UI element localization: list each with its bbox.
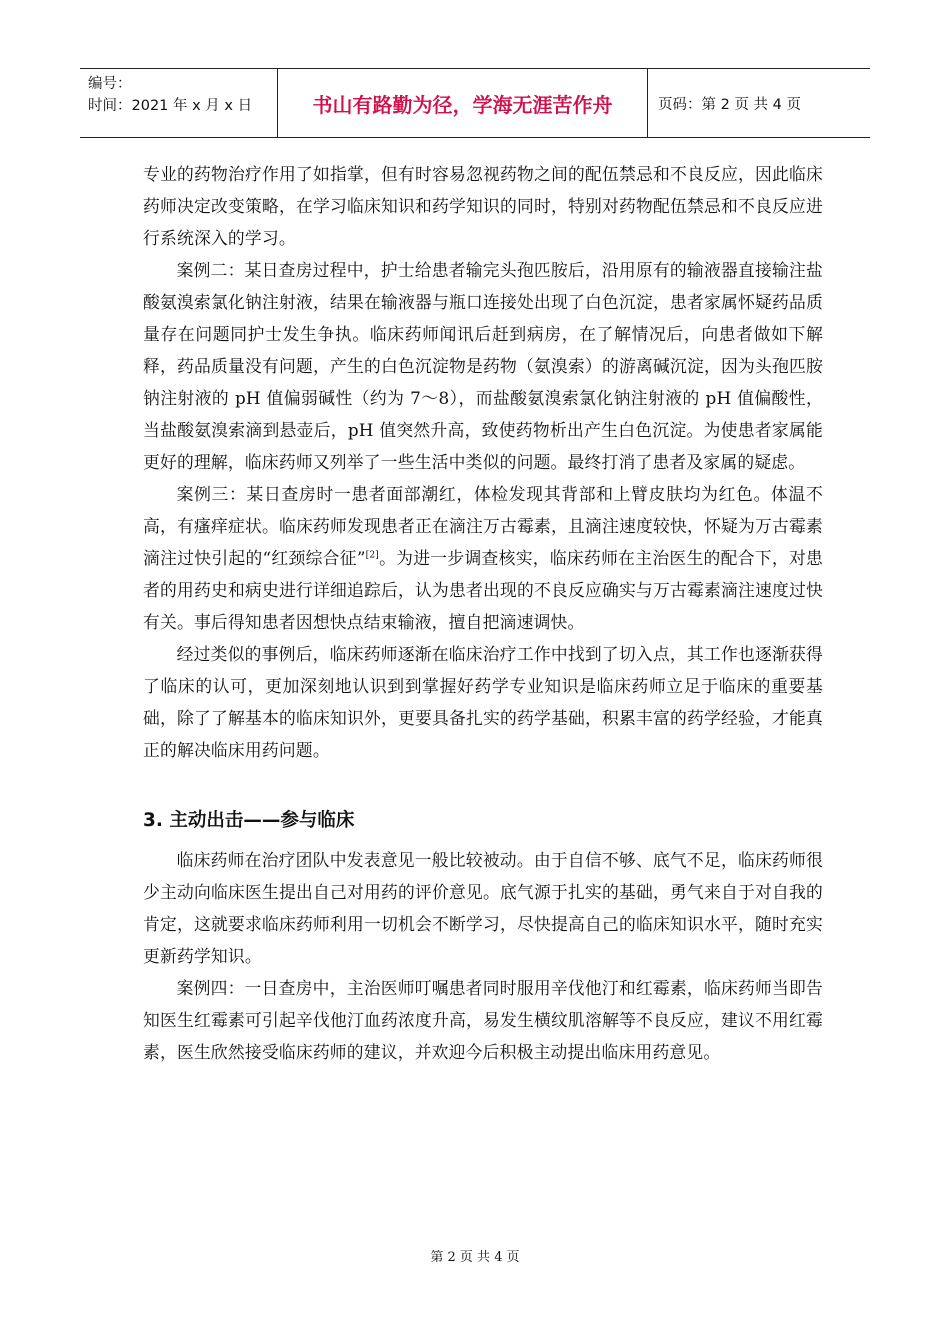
paragraph-section3-intro: 临床药师在治疗团队中发表意见一般比较被动。由于自信不够、底气不足，临床药师很少主动向临床医生提出自己对用药的评价意见。底气源于扎实的基础，勇气来自于对自我的肯定，这就要求临床药师利用一切机会不断学习，尽快提高自己的临床知识水平，随时充实更新药学知识。	[143, 850, 823, 966]
paragraph-case-four: 案例四：一日查房中，主治医师叮嘱患者同时服用辛伐他汀和红霉素，临床药师当即告知医生红霉素可引起辛伐他汀血药浓度升高，易发生横纹肌溶解等不良反应，建议不用红霉素，医生欣然接受临床药师的建议，并欢迎今后积极主动提出临床用药意见。	[143, 978, 823, 1062]
document-number-label: 编号：	[88, 76, 132, 92]
header-page-number: 页码：第 2 页 共 4 页	[658, 96, 801, 113]
page-header	[80, 68, 870, 138]
case-three-text: 案例三：某日查房时一患者面部潮红，体检发现其背部和上臂皮肤均为红色。体温不高，有瘙痒症状。临床药师发现患者正在滴注万古霉素，且滴注速度较快，怀疑为万古霉素滴注过快引起的“红颈综合征”	[143, 484, 823, 568]
document-body	[143, 158, 823, 1068]
case-three-text-cont: 。为进一步调查核实，临床药师在主治医生的配合下，对患者的用药史和病史进行详细追踪后，认为患者出现的不良反应确实与万古霉素滴注速度过快有关。事后得知患者因想快点结束输液，擅自把滴速调快。	[143, 548, 824, 632]
page-footer: 第 2 页 共 4 页	[430, 1250, 520, 1265]
paragraph-summary: 经过类似的事例后，临床药师逐渐在临床治疗工作中找到了切入点，其工作也逐渐获得了临床的认可，更加深刻地认识到到掌握好药学专业知识是临床药师立足于临床的重要基础，除了了解基本的临床知识外，更要具备扎实的药学基础，积累丰富的药学经验，才能真正的解决临床用药问题。	[143, 644, 823, 760]
section-heading-3: 3. 主动出击——参与临床	[143, 810, 355, 831]
citation-reference[interactable]: [2]	[365, 550, 379, 561]
paragraph-continuation: 专业的药物治疗作用了如指掌，但有时容易忽视药物之间的配伍禁忌和不良反应，因此临床药师决定改变策略，在学习临床知识和药学知识的同时，特别对药物配伍禁忌和不良反应进行系统深入的学习。	[143, 164, 823, 248]
header-meta	[80, 69, 278, 137]
paragraph-case-three	[143, 478, 823, 638]
header-motto: 书山有路勤为径，学海无涯苦作舟	[278, 69, 648, 137]
document-date-label: 时间：2021 年 x 月 x 日	[88, 98, 253, 114]
paragraph-case-two: 案例二：某日查房过程中，护士给患者输完头孢匹胺后，沿用原有的输液器直接输注盐酸氨溴索氯化钠注射液，结果在输液器与瓶口连接处出现了白色沉淀，患者家属怀疑药品质量存在问题同护士发生争执。临床药师闻讯后赶到病房，在了解情况后，向患者做如下解释，药品质量没有问题，产生的白色沉淀物是药物（氨溴索）的游离碱沉淀，因为头孢匹胺钠注射液的 pH 值偏弱碱性（约为 7～8），而盐酸氨溴索氯化钠注射液的 pH 值偏酸性，当盐酸氨溴索滴到悬壶后，pH 值突然升高，致使药物析出产生白色沉淀。为使患者家属能更好的理解，临床药师又列举了一些生活中类似的问题。最终打消了患者及家属的疑虑。	[143, 260, 823, 472]
